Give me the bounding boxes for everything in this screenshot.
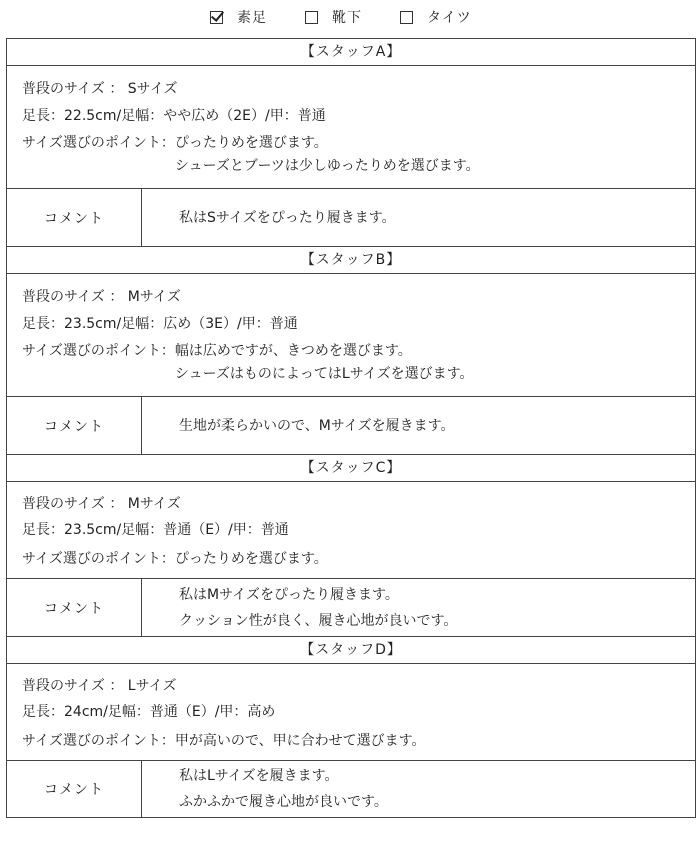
size-point-line: ぴったりめを選びます。 [174,551,328,567]
size-point-label: サイズ選びのポイント： [22,733,175,749]
size-point-line: シューズはものによってはLサイズを選びます。 [174,366,474,382]
legend-label: 靴下 [332,10,362,26]
checkbox-barefoot [210,11,223,24]
staff-info [7,664,695,761]
comment-line: クッション性が良く、履き心地が良いです。 [179,612,458,629]
foot-measure: 足長：22.5cm/足幅：やや広め（2E）/甲：普通 [22,108,326,124]
staff-section-d [7,636,695,817]
size-point-line: シューズとブーツは少しゆったりめを選びます。 [174,158,480,174]
legend-item-tights [400,7,472,27]
foot-measure: 足長：24cm/足幅：普通（E）/甲：高め [22,704,276,720]
staff-info [7,274,695,397]
legend-item-barefoot [210,7,267,27]
comment-line: 私はSサイズをぴったり履きます。 [179,209,396,226]
size-point-lines [175,730,426,753]
legend-label: 素足 [237,10,267,26]
size-point-label: サイズ選びのポイント： [22,135,175,151]
size-point-row [22,730,680,753]
size-point-lines [175,132,480,178]
size-point-label: サイズ選びのポイント： [22,551,175,567]
comment-text [142,761,695,817]
comment-row [7,761,695,817]
size-point-row [22,548,680,571]
size-point-line: 幅は広めですが、きつめを選びます。 [174,343,412,359]
size-point-lines [175,340,474,386]
usual-size-value: Mサイズ [127,496,181,512]
usual-size-label: 普段のサイズ ： [22,81,128,97]
comment-text [142,579,695,636]
usual-size-value: Sサイズ [127,81,178,97]
usual-size-row [22,286,680,309]
usual-size-label: 普段のサイズ ： [22,678,128,694]
comment-row [7,189,695,246]
usual-size-row [22,675,680,698]
usual-size-value: Mサイズ [127,289,181,305]
staff-section-c [7,454,695,636]
comment-row [7,397,695,454]
staff-section-a [7,38,695,246]
comment-text [142,397,695,454]
staff-header: 【スタッフA】 [7,38,695,66]
legend-label: タイツ [427,10,472,26]
legend [210,6,510,28]
comment-line: 私はLサイズを履きます。 [179,768,339,784]
staff-section-b [7,246,695,454]
staff-header: 【スタッフD】 [7,636,695,664]
comment-label: コメント [7,397,142,454]
usual-size-value: Lサイズ [127,678,177,694]
comment-row [7,579,695,636]
size-point-lines [175,548,328,571]
comment-label: コメント [7,579,142,636]
staff-info [7,66,695,189]
comment-line: ふかふかで履き心地が良いです。 [179,794,388,810]
size-point-label: サイズ選びのポイント： [22,343,175,359]
usual-size-label: 普段のサイズ ： [22,289,128,305]
usual-size-label: 普段のサイズ ： [22,496,128,512]
size-point-row [22,132,680,178]
comment-label: コメント [7,761,142,817]
checkbox-tights [400,11,413,24]
usual-size-row [22,78,680,101]
staff-header: 【スタッフB】 [7,246,695,274]
checkbox-socks [305,11,318,24]
staff-header: 【スタッフC】 [7,454,695,482]
comment-line: 私はMサイズをぴったり履きます。 [179,586,399,603]
foot-measure: 足長：23.5cm/足幅：普通（E）/甲：普通 [22,522,289,538]
size-point-line: ぴったりめを選びます。 [174,135,328,151]
usual-size-row [22,493,680,516]
comment-label: コメント [7,189,142,246]
foot-measure: 足長：23.5cm/足幅：広め（3E）/甲：普通 [22,316,298,332]
size-point-line: 甲が高いので、甲に合わせて選びます。 [174,733,426,749]
comment-text [142,189,695,246]
legend-item-socks [305,7,362,27]
staff-info [7,482,695,579]
staff-size-table [6,38,696,818]
comment-line: 生地が柔らかいので、Mサイズを履きます。 [179,417,455,434]
size-point-row [22,340,680,386]
